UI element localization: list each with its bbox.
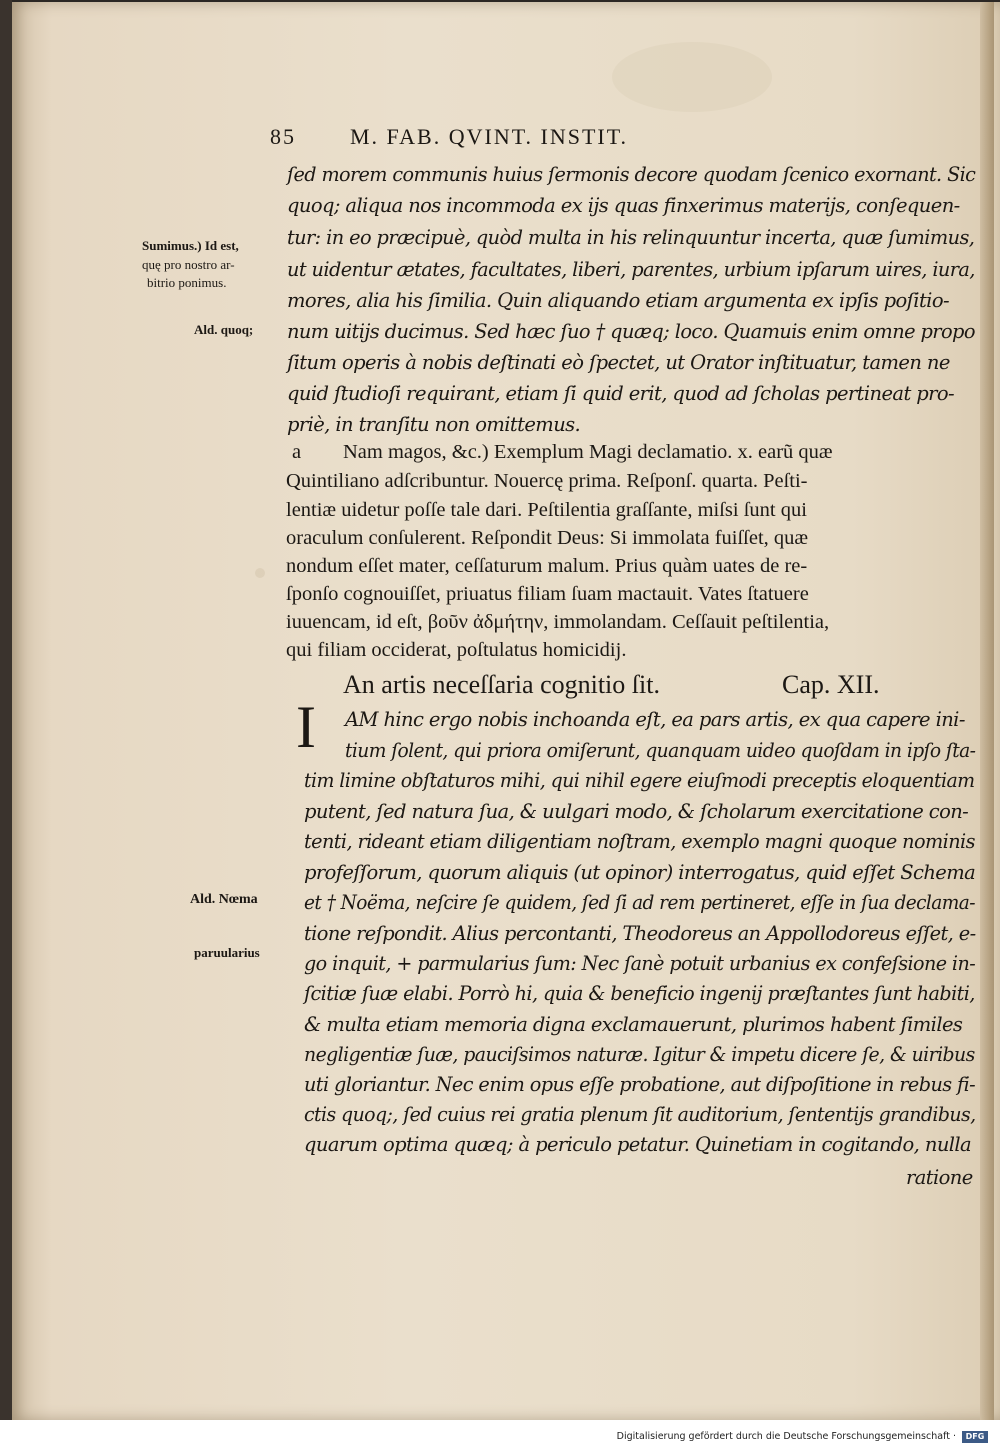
body-line: num uitijs ducimus. Sed hæc ſuo † quæq; loco. Quamuis enim omne propo [287,320,975,343]
body-line: tium ſolent, qui priora omiſerunt, quanquam uideo quoſdam in ipſo ſta- [345,739,976,762]
margin-note-ald-quoq: Ald. quoq; [194,322,254,337]
body-line: quoq; aliqua nos incommoda ex ijs quas finxerimus materijs, conſequen- [287,194,960,217]
body-line: priè, in tranſitu non omittemus. [287,413,581,436]
body-line: tenti, rideant etiam diligentiam noſtram, exemplo magni quoque nominis [304,830,975,853]
footer-bar [0,1420,1000,1452]
dfg-logo-icon: DFG [962,1431,988,1443]
page-edge-stripe [980,2,994,1420]
body-line: tur: in eo præcipuè, quòd multa in his relinquuntur incerta, quæ ſumimus, [287,226,975,249]
body-line: tim limine obſtaturos mihi, qui nihil egere eiuſmodi preceptis eloquentiam [304,769,975,792]
binding-edge [0,0,12,1452]
paper-stain [612,42,772,112]
chapter-title: An artis neceſſaria cognitio ſit. [343,670,660,699]
margin-note-line: bitrio ponimus. [147,275,227,290]
annotation-line: ſponſo cognouiſſet, priuatus filiam ſuam mactauit. Vates ſtatuere [286,583,809,605]
body-line: et † Noëma, neſcire ſe quidem, ſed ſi ad rem pertineret, eſſe in ſua declama- [304,891,975,914]
annotation-line: Nam magos, &c.) Exemplum Magi declamatio. x. earũ quæ [343,441,833,463]
margin-note-ald-noema: Ald. Nœma [190,892,258,907]
page-number: 85 [270,124,296,149]
annotation-marker: a [292,441,302,463]
ink-spot [255,568,265,578]
body-line: ſed morem communis huius ſermonis decore quodam ſcenico exornant. Sic [287,163,976,186]
annotation-line: iuuencam, id eſt, βοῦν ἀδμήτην, immolandam. Ceſſauit peſtilentia, [286,611,830,633]
body-line: tione reſpondit. Alius percontanti, Theodoreus an Appollodoreus eſſet, e- [304,922,976,945]
body-line: ſitum operis à nobis deſtinati eò ſpectet, ut Orator inſtituatur, tamen ne [287,351,950,374]
body-line: ſcitiæ ſuæ elabi. Porrò hi, quia & beneficio ingenij præſtantes ſunt habiti, [304,982,975,1005]
annotation-line: Quintiliano adſcribuntur. Nouercę prima. Reſponſ. quarta. Peſti- [286,470,808,492]
body-line: negligentiæ ſuæ, pauciſsimos naturæ. Igitur & impetu dicere ſe, & uiribus [304,1043,975,1066]
body-line: putent, ſed natura ſua, & uulgari modo, & ſcholarum exercitatione con- [304,800,969,823]
annotation-line: qui filiam occiderat, poſtulatus homicidij. [286,639,627,661]
catchword: ratione [906,1166,973,1189]
margin-note-line: quę pro nostro ar- [142,257,235,272]
body-line: profeſſorum, quorum aliquis (ut opinor) interrogatus, quid eſſet Schema [304,861,976,884]
drop-initial: I [296,694,316,760]
body-line: uti gloriantur. Nec enim opus eſſe probatione, aut diſpoſitione in rebus fi- [304,1073,976,1096]
running-title: M. FAB. QVINT. INSTIT. [350,124,629,149]
chapter-number: Cap. XII. [782,670,880,699]
margin-note-line: Sumimus.) Id est, [142,238,239,253]
margin-note-paruularius: paruularius [194,945,260,960]
body-line: & multa etiam memoria digna exclamauerunt, plurimos habent ſimiles [304,1013,963,1036]
annotation-line: oraculum conſulerent. Reſpondit Deus: Si immolata fuiſſet, quæ [286,527,809,549]
body-line: mores, alia his ſimilia. Quin aliquando etiam argumenta ex ipſis poſitio- [287,289,949,312]
body-line: quid ſtudioſi requirant, etiam ſi quid erit, quod ad ſcholas pertineat pro- [287,382,955,405]
annotation-line: nondum eſſet mater, ceſſaturum malum. Prius quàm uates de re- [286,555,808,577]
body-line: AM hinc ergo nobis inchoanda eſt, ea pars artis, ex qua capere ini- [345,708,965,731]
body-line: quarum optima quæq; à periculo petatur. Quinetiam in cogitando, nulla [304,1133,972,1156]
body-line: ctis quoq;, ſed cuius rei gratia plenum ſit auditorium, ſententijs grandibus, [304,1103,976,1126]
body-line: ut uidentur ætates, facultates, liberi, parentes, urbium ipſarum uires, iura, [287,258,975,281]
annotation-line: lentiæ uidetur poſſe tale dari. Peſtilentia graſſante, miſsi ſunt qui [286,499,807,521]
body-line: go inquit, + parmularius ſum: Nec ſanè potuit urbanius ex confeſsione in- [304,952,976,975]
footer-credit: Digitalisierung gefördert durch die Deutsche Forschungsgemeinschaft · [616,1431,956,1442]
